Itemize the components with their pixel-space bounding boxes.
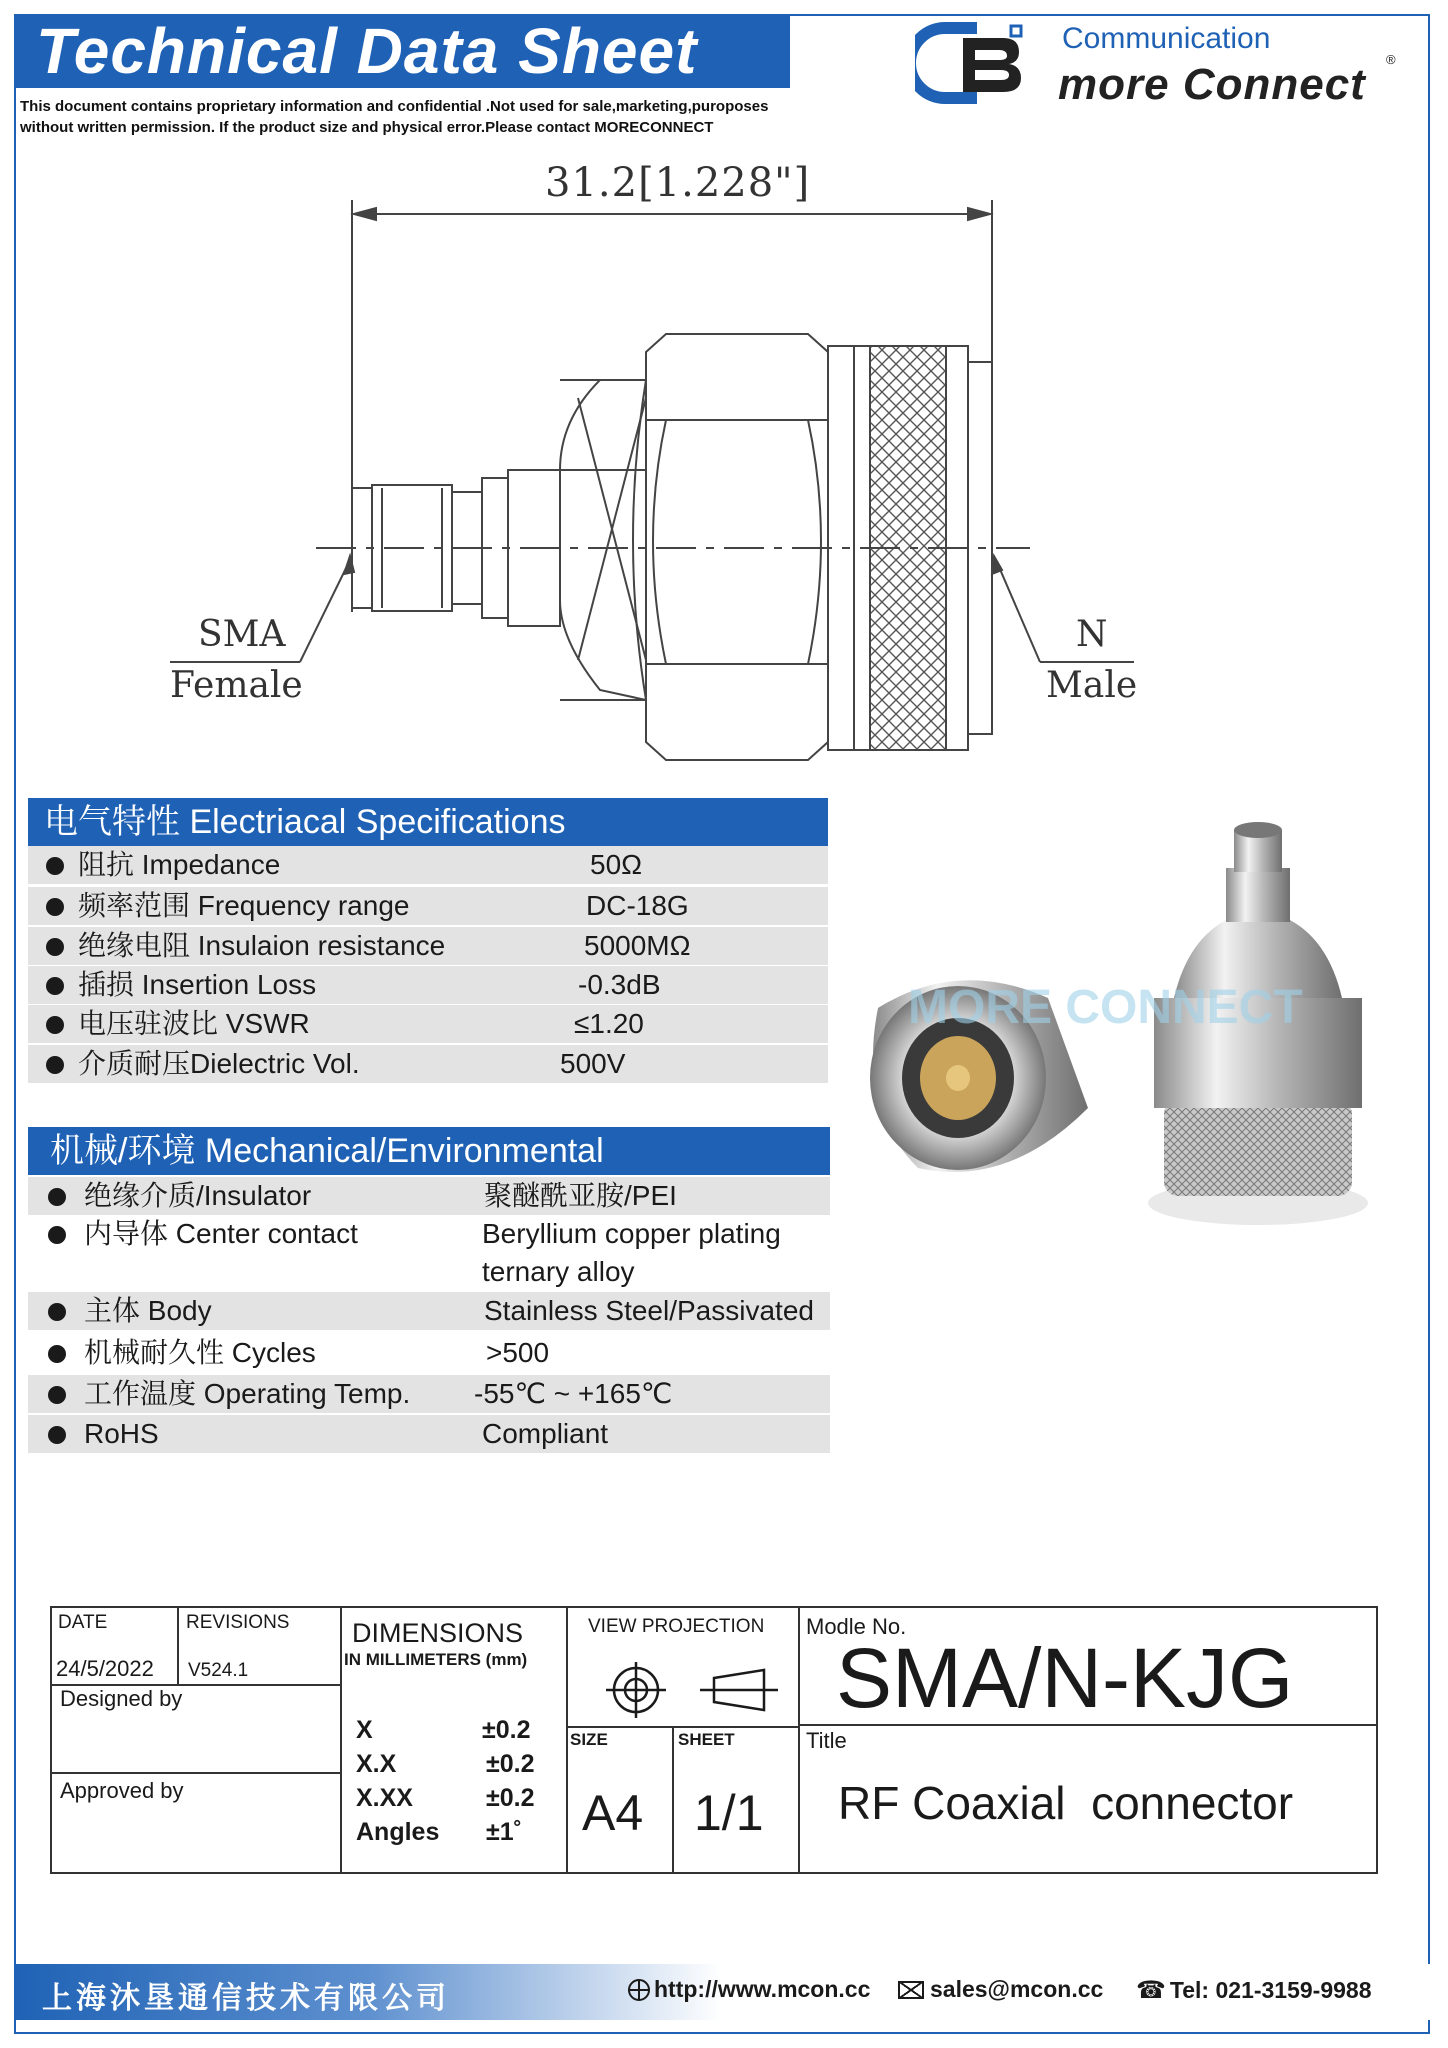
tolerance-value: ±1˚ xyxy=(486,1818,522,1846)
model-label: Modle No. xyxy=(806,1614,907,1639)
spec-value: ≤1.20 xyxy=(574,1008,644,1039)
bullet-icon xyxy=(46,938,64,956)
spec-value: DC-18G xyxy=(586,890,689,921)
bullet-icon xyxy=(48,1386,66,1404)
spec-label: 绝缘介质/Insulator xyxy=(84,1180,312,1211)
revisions-label: REVISIONS xyxy=(186,1612,290,1633)
telephone-number: Tel: 021-3159-9988 xyxy=(1169,1977,1372,2003)
spec-value: Beryllium copper plating xyxy=(482,1218,781,1249)
photo-watermark: MORE CONNECT xyxy=(908,981,1303,1034)
bullet-icon xyxy=(46,977,64,995)
website[interactable] xyxy=(628,1976,870,2003)
bullet-icon xyxy=(48,1426,66,1444)
view-projection-label: VIEW PROJECTION xyxy=(588,1616,765,1637)
tolerance-key: X xyxy=(356,1716,373,1744)
electrical-specifications xyxy=(28,798,828,1088)
registered-mark: ® xyxy=(1386,52,1396,67)
tolerance-value: ±0.2 xyxy=(486,1784,535,1812)
spec-row xyxy=(28,927,828,965)
spec-row xyxy=(28,1334,830,1372)
tolerance-value: ±0.2 xyxy=(482,1716,531,1744)
spec-value-continued: ternary alloy xyxy=(482,1256,635,1287)
email[interactable] xyxy=(898,1976,1103,2003)
spec-value: -55℃ ~ +165℃ xyxy=(474,1378,673,1409)
envelope-icon xyxy=(898,1981,924,1999)
document-title: Technical Data Sheet xyxy=(36,15,698,87)
spec-value: 5000MΩ xyxy=(584,930,691,961)
spec-value: -0.3dB xyxy=(578,969,661,1000)
spec-label: 阻抗 Impedance xyxy=(78,849,281,880)
dimensions-label: DIMENSIONS xyxy=(352,1618,524,1648)
bullet-icon xyxy=(46,1016,64,1034)
bullet-icon xyxy=(46,898,64,916)
spec-label: 机械耐久性 Cycles xyxy=(84,1337,316,1368)
title-block xyxy=(50,1606,1378,1874)
phone-icon: ☎ xyxy=(1136,1977,1166,2004)
spec-label: 介质耐压Dielectric Vol. xyxy=(78,1048,360,1079)
date-value: 24/5/2022 xyxy=(56,1656,154,1681)
revisions-value: V524.1 xyxy=(188,1660,249,1681)
spec-label: 电压驻波比 VSWR xyxy=(78,1008,310,1039)
size-label: SIZE xyxy=(570,1730,608,1749)
date-label: DATE xyxy=(58,1612,108,1633)
mechanical-heading: 机械/环境 Mechanical/Environmental xyxy=(28,1127,830,1175)
spec-label: 插损 Insertion Loss xyxy=(78,969,317,1000)
size-value: A4 xyxy=(582,1785,644,1841)
sheet-label: SHEET xyxy=(678,1730,735,1749)
spec-value: 500V xyxy=(560,1048,626,1079)
spec-row xyxy=(28,1375,830,1413)
overall-length-dimension: 31.2[1.228"] xyxy=(545,160,811,206)
disclaimer-line-1: This document contains proprietary information and confidential .Not used for sale,marketing,puroposes xyxy=(20,98,769,115)
spec-row xyxy=(28,1005,828,1043)
disclaimer-line-2: without written permission. If the product size and physical error.Please contact MORECONNECT xyxy=(20,119,714,136)
sheet-value: 1/1 xyxy=(694,1785,764,1841)
spec-row xyxy=(28,1045,828,1083)
company-name: 上海沐垦通信技术有限公司 xyxy=(42,1981,450,2016)
spec-value: Stainless Steel/Passivated xyxy=(484,1295,814,1326)
logo-brand-name: more Connect xyxy=(1058,60,1366,109)
product-photo xyxy=(838,808,1428,1288)
electrical-heading: 电气特性 Electriacal Specifications xyxy=(28,798,828,846)
logo-tagline: Communication xyxy=(1062,22,1271,55)
bullet-icon xyxy=(48,1226,66,1244)
bullet-icon xyxy=(48,1303,66,1321)
model-value: SMA/N-KJG xyxy=(836,1631,1294,1725)
dimensions-unit: IN MILLIMETERS (mm) xyxy=(344,1650,528,1669)
telephone xyxy=(1136,1976,1372,2005)
spec-value: 聚醚酰亚胺/PEI xyxy=(484,1180,677,1211)
tolerance-key: X.X xyxy=(356,1750,397,1778)
spec-row xyxy=(28,1177,830,1215)
spec-value: 50Ω xyxy=(590,849,643,880)
website-link[interactable]: http://www.mcon.cc xyxy=(654,1976,871,2002)
tolerance-value: ±0.2 xyxy=(486,1750,535,1778)
spec-label: 频率范围 Frequency range xyxy=(78,890,410,921)
tolerance-key: X.XX xyxy=(356,1784,413,1812)
email-link[interactable]: sales@mcon.cc xyxy=(930,1976,1104,2002)
spec-label: 绝缘电阻 Insulaion resistance xyxy=(78,930,446,961)
spec-row xyxy=(28,1215,830,1291)
projection-symbol-icon xyxy=(588,1660,788,1720)
approved-by-label: Approved by xyxy=(60,1778,184,1803)
spec-row xyxy=(28,1292,830,1330)
bullet-icon xyxy=(48,1345,66,1363)
right-end-type: N xyxy=(1076,614,1108,655)
spec-row xyxy=(28,887,828,925)
bullet-icon xyxy=(48,1188,66,1206)
spec-label: 内导体 Center contact xyxy=(84,1218,358,1249)
globe-icon xyxy=(628,1979,650,2001)
tolerance-key: Angles xyxy=(356,1818,440,1846)
spec-row xyxy=(28,966,828,1004)
title-label: Title xyxy=(806,1728,847,1753)
bullet-icon xyxy=(46,857,64,875)
spec-row xyxy=(28,1415,830,1453)
spec-label: RoHS xyxy=(84,1418,159,1449)
spec-row xyxy=(28,846,828,884)
left-end-gender: Female xyxy=(170,665,303,706)
right-end-gender: Male xyxy=(1046,665,1138,706)
spec-label: 主体 Body xyxy=(84,1295,212,1326)
mechanical-specifications xyxy=(28,1127,830,1461)
spec-value: Compliant xyxy=(482,1418,609,1449)
title-value: RF Coaxial connector xyxy=(838,1777,1294,1829)
spec-label: 工作温度 Operating Temp. xyxy=(84,1378,411,1409)
spec-value: >500 xyxy=(486,1337,550,1368)
bullet-icon xyxy=(46,1056,64,1074)
left-end-type: SMA xyxy=(198,614,286,655)
designed-by-label: Designed by xyxy=(60,1686,183,1711)
